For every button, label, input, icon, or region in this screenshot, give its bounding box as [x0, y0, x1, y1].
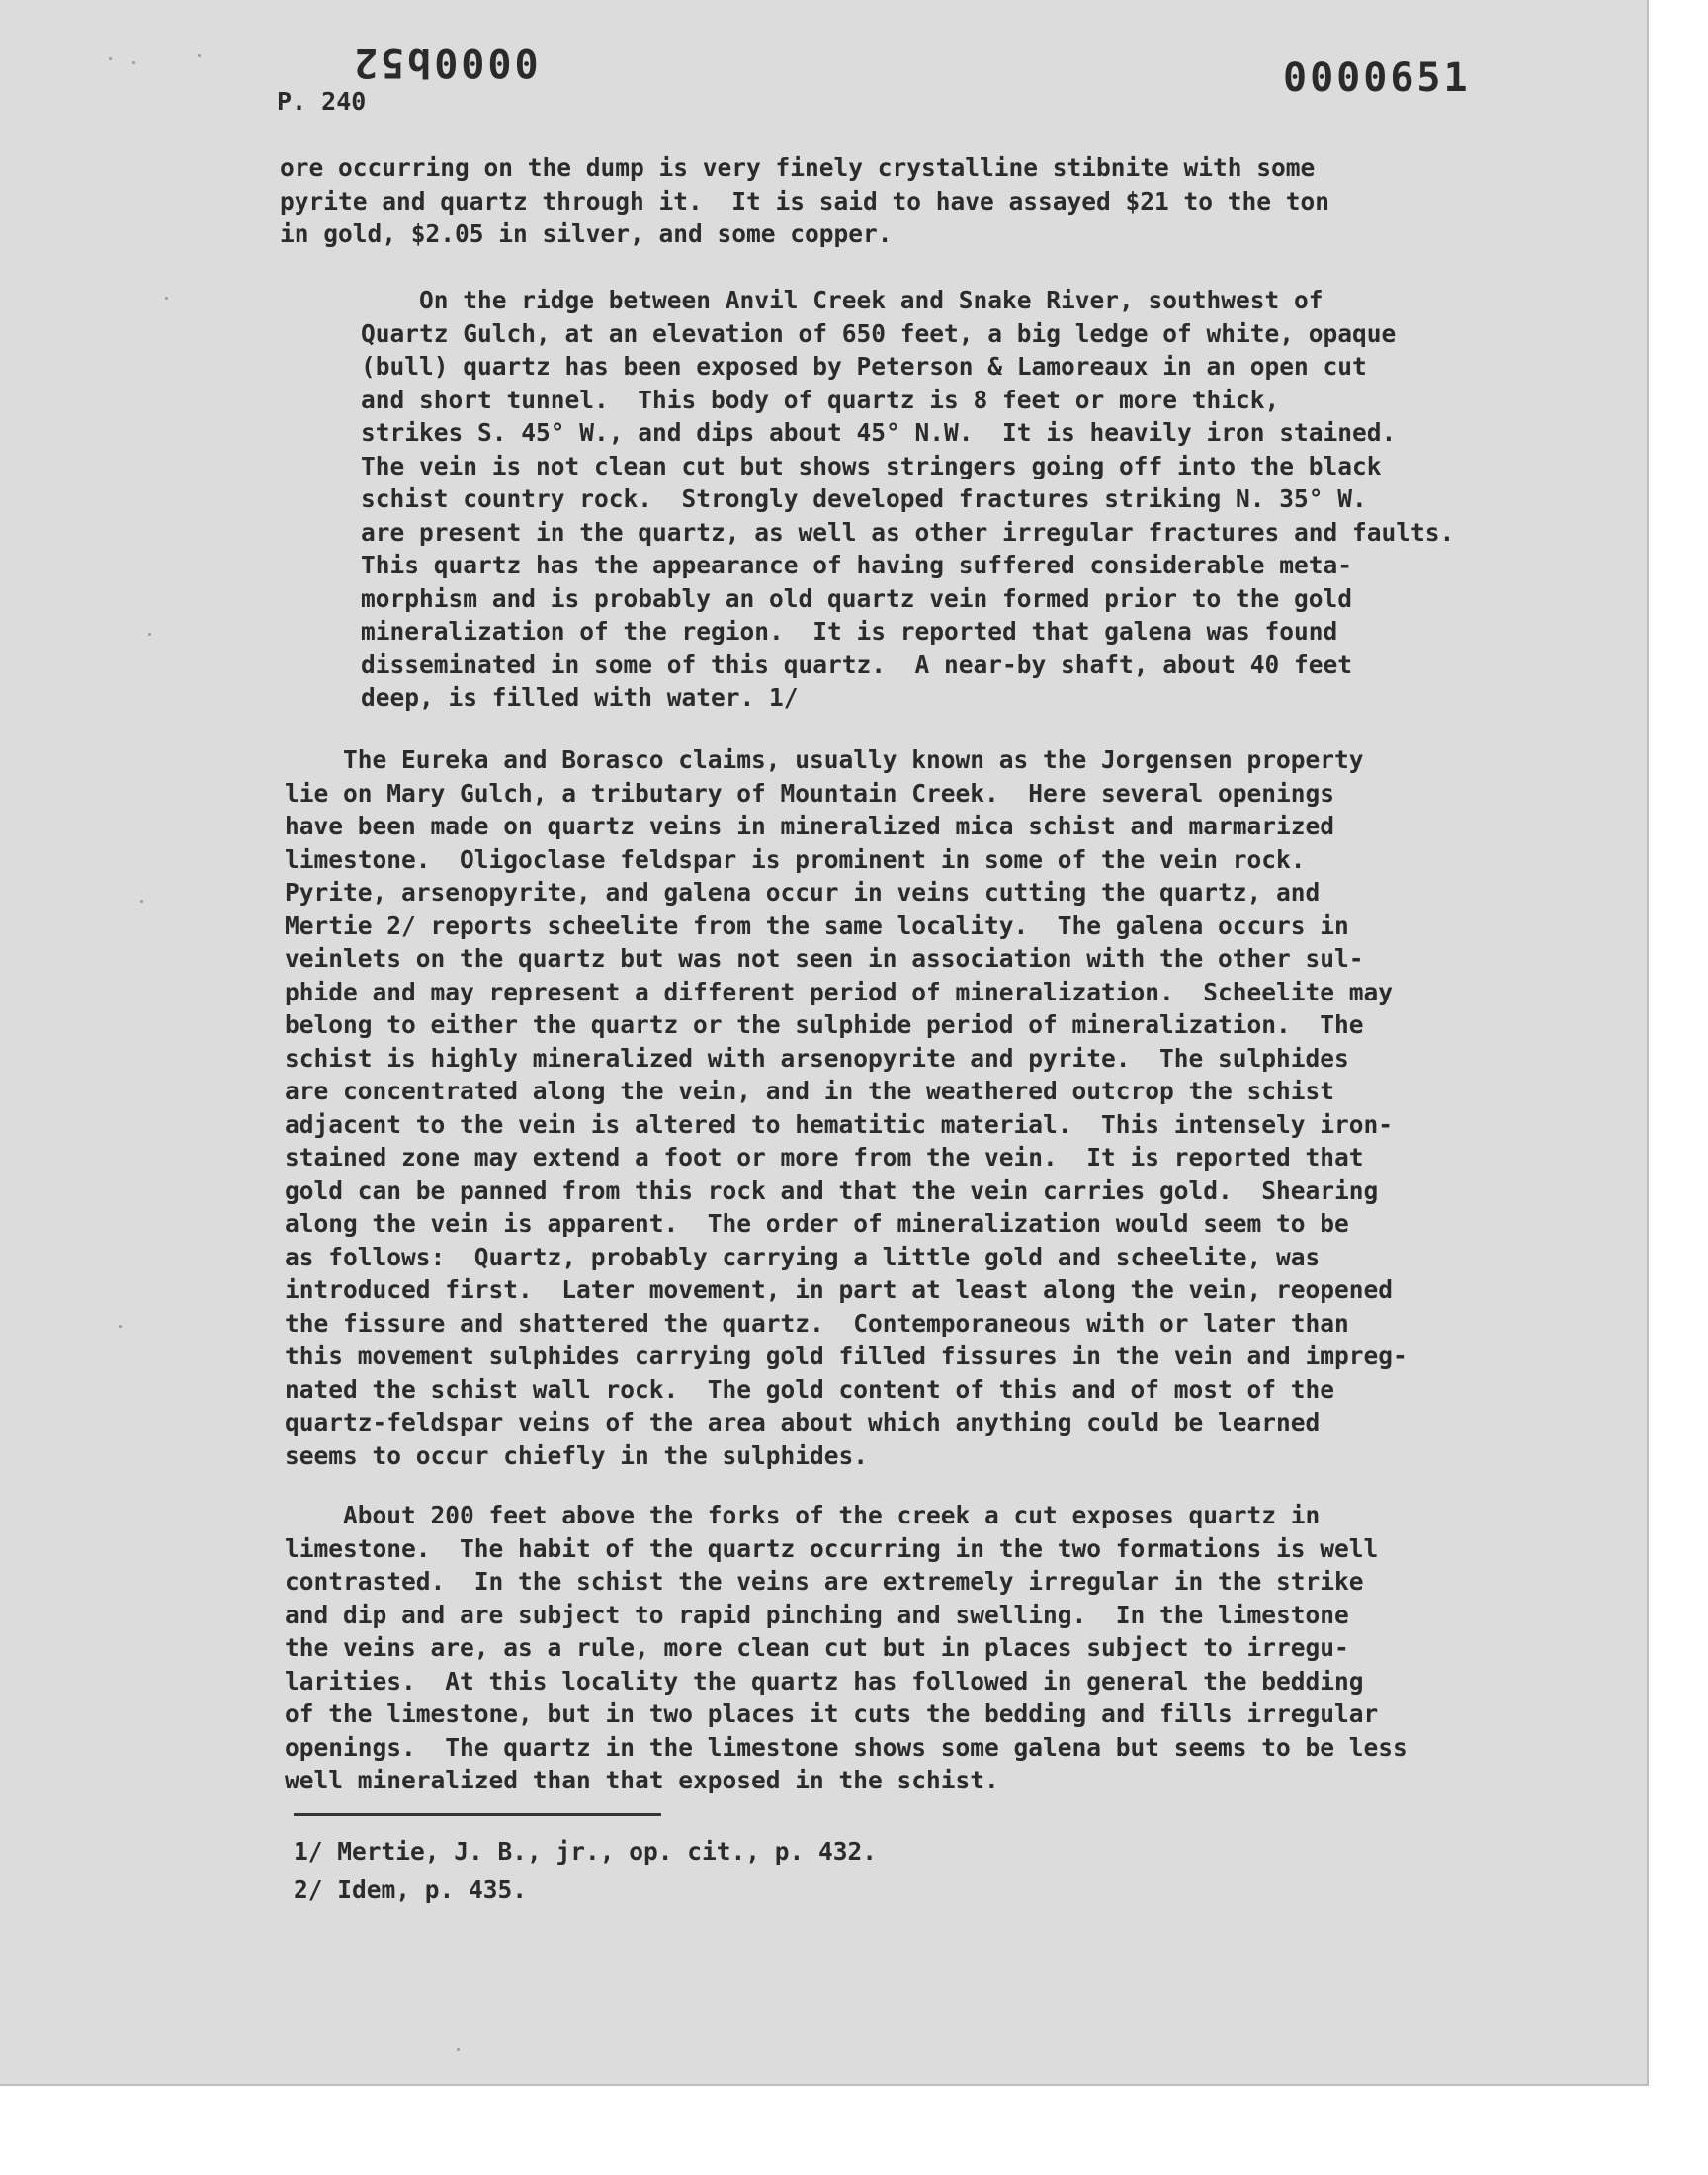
text-line: and dip and are subject to rapid pinching and swelling. In the limestone	[285, 1600, 1349, 1629]
text-line: are concentrated along the vein, and in the weathered outcrop the schist	[285, 1077, 1335, 1105]
text-line: Mertie 2/ reports scheelite from the same locality. The galena occurs in	[285, 911, 1349, 940]
text-line: and short tunnel. This body of quartz is 8 feet or more thick,	[361, 385, 1280, 414]
text-line: limestone. The habit of the quartz occurring in the two formations is well	[285, 1533, 1379, 1563]
text-line: This quartz has the appearance of having suffered considerable meta-	[361, 551, 1353, 579]
text-line: of the limestone, but in two places it cuts the bedding and fills irregular	[285, 1699, 1379, 1728]
page-number: P. 240	[277, 87, 367, 116]
text-line: About 200 feet above the forks of the creek a cut exposes quartz in	[285, 1501, 1321, 1529]
paragraph-ore-dump	[280, 151, 1329, 251]
text-line: deep, is filled with water. 1/	[361, 683, 799, 712]
text-line: On the ridge between Anvil Creek and Snake River, southwest of	[361, 286, 1324, 314]
text-line: The vein is not clean cut but shows stringers going off into the black	[361, 451, 1382, 480]
text-line: disseminated in some of this quartz. A near-by shaft, about 40 feet	[361, 650, 1353, 679]
paragraph-jorgensen-property	[285, 743, 1408, 1472]
text-line: this movement sulphides carrying gold filled fissures in the vein and impreg-	[285, 1342, 1408, 1370]
text-line: have been made on quartz veins in mineralized mica schist and marmarized	[285, 812, 1335, 840]
text-line: Quartz Gulch, at an elevation of 650 feet, a big ledge of white, opaque	[361, 318, 1397, 348]
text-line: adjacent to the vein is altered to hematitic material. This intensely iron-	[285, 1109, 1394, 1139]
text-line: limestone. Oligoclase feldspar is prominent in some of the vein rock.	[285, 844, 1306, 874]
text-line: seems to occur chiefly in the sulphides.	[285, 1440, 869, 1470]
text-line: mineralization of the region. It is reported that galena was found	[361, 617, 1338, 646]
text-line: the fissure and shattered the quartz. Contemporaneous with or later than	[285, 1308, 1349, 1338]
text-line: the veins are, as a rule, more clean cut but in places subject to irregu-	[285, 1633, 1349, 1662]
text-line: belong to either the quartz or the sulphide period of mineralization. The	[285, 1010, 1364, 1039]
text-line: along the vein is apparent. The order of mineralization would seem to be	[285, 1209, 1349, 1238]
text-line: nated the schist wall rock. The gold content of this and of most of the	[285, 1374, 1335, 1404]
text-line: stained zone may extend a foot or more from the vein. It is reported that	[285, 1143, 1364, 1172]
footnote-divider	[294, 1813, 661, 1816]
text-line: openings. The quartz in the limestone shows some galena but seems to be less	[285, 1732, 1408, 1762]
text-line: Pyrite, arsenopyrite, and galena occur in veins cutting the quartz, and	[285, 878, 1321, 907]
text-line: pyrite and quartz through it. It is said to have assayed $21 to the ton	[280, 186, 1330, 216]
text-line: gold can be panned from this rock and that the vein carries gold. Shearing	[285, 1175, 1379, 1205]
text-line: phide and may represent a different period of mineralization. Scheelite may	[285, 977, 1394, 1006]
text-line: The Eureka and Borasco claims, usually known as the Jorgensen property	[285, 745, 1364, 774]
text-line: introduced first. Later movement, in part at least along the vein, reopened	[285, 1275, 1394, 1304]
text-line: contrasted. In the schist the veins are extremely irregular in the strike	[285, 1567, 1364, 1596]
text-line: schist country rock. Strongly developed fractures striking N. 35° W.	[361, 484, 1367, 513]
footnote-2: 2/ Idem, p. 435.	[294, 1875, 528, 1904]
text-line: quartz-feldspar veins of the area about which anything could be learned	[285, 1408, 1321, 1436]
text-line: well mineralized than that exposed in the schist.	[285, 1766, 999, 1794]
text-line: morphism and is probably an old quartz vein formed prior to the gold	[361, 583, 1353, 613]
paragraph-limestone-cut	[285, 1499, 1408, 1797]
text-line: ore occurring on the dump is very finely crystalline stibnite with some	[280, 153, 1316, 182]
text-line: schist is highly mineralized with arsenopyrite and pyrite. The sulphides	[285, 1043, 1349, 1073]
paragraph-quartz-gulch-ledge	[361, 284, 1454, 715]
document-number-stamp: 0000651	[1283, 55, 1471, 101]
text-line: in gold, $2.05 in silver, and some copper.	[280, 219, 893, 248]
text-line: veinlets on the quartz but was not seen in association with the other sul-	[285, 944, 1364, 973]
text-line: lie on Mary Gulch, a tributary of Mountain Creek. Here several openings	[285, 778, 1335, 808]
text-line: larities. At this locality the quartz has followed in general the bedding	[285, 1666, 1364, 1696]
inverted-document-stamp: 0000b52	[351, 40, 539, 85]
text-line: are present in the quartz, as well as other irregular fractures and faults.	[361, 517, 1455, 547]
text-line: (bull) quartz has been exposed by Peterson & Lamoreaux in an open cut	[361, 352, 1367, 381]
footnote-1: 1/ Mertie, J. B., jr., op. cit., p. 432.	[294, 1837, 878, 1866]
text-line: as follows: Quartz, probably carrying a little gold and scheelite, was	[285, 1242, 1321, 1271]
text-line: strikes S. 45° W., and dips about 45° N.W. It is heavily iron stained.	[361, 418, 1397, 447]
